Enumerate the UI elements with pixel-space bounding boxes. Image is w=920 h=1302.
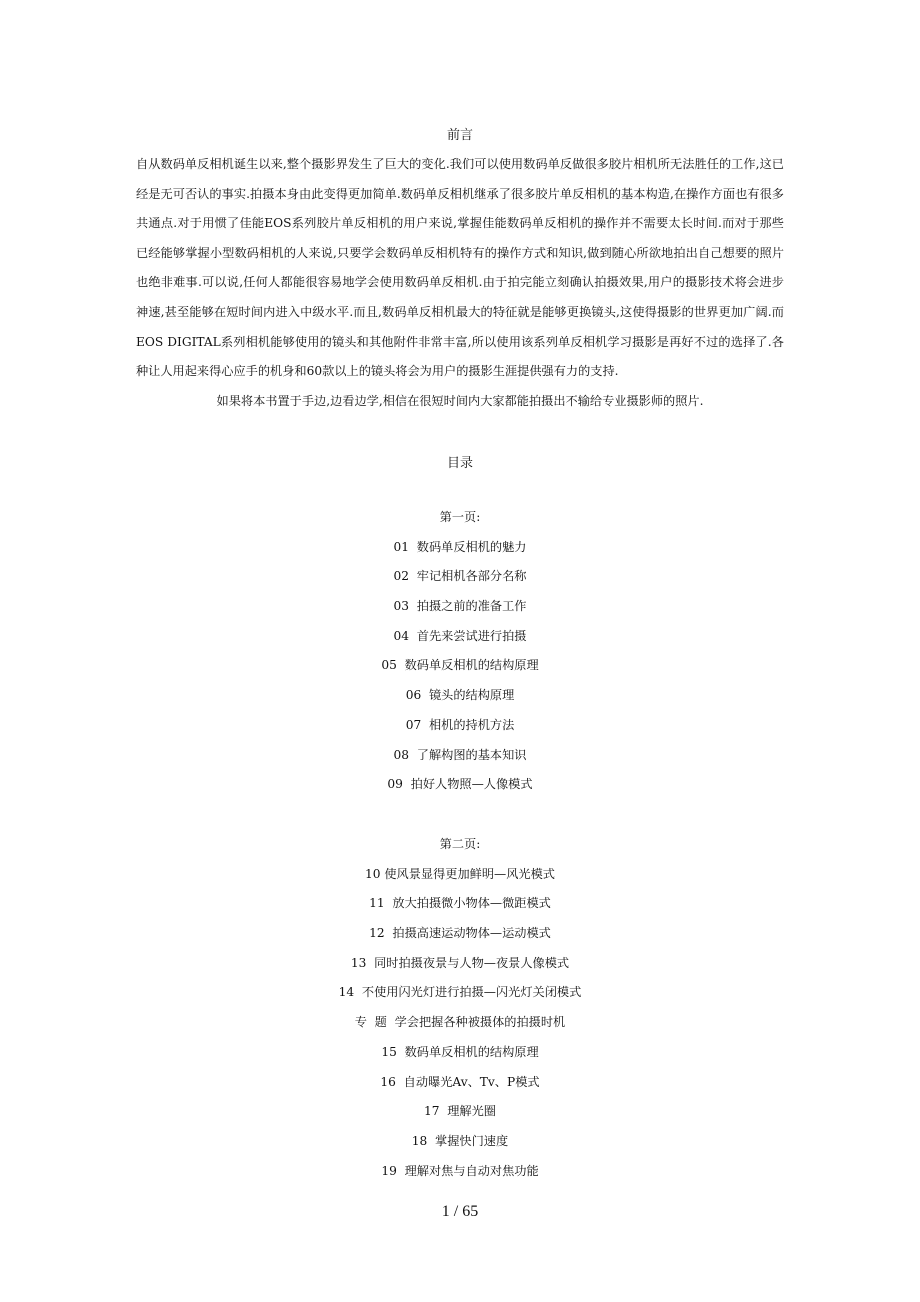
toc-item: 03 拍摄之前的准备工作 xyxy=(393,599,527,614)
preface-body xyxy=(136,150,784,416)
preface-closing-paragraph: 如果将本书置于手边,边看边学,相信在很短时间内大家都能拍摄出不输给专业摄影师的照片. xyxy=(216,393,704,408)
toc-item: 04 首先来尝试进行拍摄 xyxy=(393,628,527,643)
toc-item: 07 相机的持机方法 xyxy=(405,717,515,732)
toc-section-title: 第一页: xyxy=(439,510,481,524)
toc-item: 05 数码单反相机的结构原理 xyxy=(381,658,539,673)
page-number: 1 / 65 xyxy=(441,1203,479,1220)
preface-paragraph: 自从数码单反相机诞生以来,整个摄影界发生了巨大的变化.我们可以使用数码单反做很多胶片相机所无法胜任的工作,这已经是无可否认的事实.拍摄本身由此变得更加简单.数码单反相机继承了很多胶片单反相机的基本构造,在操作方面也有很多共通点.对于用惯了佳能EOS系列胶片单反相机的用户来说,掌握佳能数码单反相机的操作并不需要太长时间.而对于那些已经能够掌握小型数码相机的人来说,只要学会数码单反相机特有的操作方式和知识,做到随心所欲地拍出自己想要的照片也绝非难事.可以说,任何人都能很容易地学会使用数码单反相机.由于拍完能立刻确认拍摄效果,用户的摄影技术将会进步神速,甚至能够在短时间内进入中级水平.而且,数码单反相机最大的特征就是能够更换镜头,这使得摄影的世界更加广阔.而EOS DIGITAL系列相机能够使用的镜头和其他附件非常丰富,所以使用该系列单反相机学习摄影是再好不过的选择了.各种让人用起来得心应手的机身和60款以上的镜头将会为用户的摄影生涯提供强有力的支持. xyxy=(136,157,784,379)
toc-item: 14 不使用闪光灯进行拍摄—闪光灯关闭模式 xyxy=(338,985,582,1000)
toc-item: 02 牢记相机各部分名称 xyxy=(393,569,527,584)
toc-item: 19 理解对焦与自动对焦功能 xyxy=(381,1163,539,1178)
toc-item: 13 同时拍摄夜景与人物—夜景人像模式 xyxy=(350,955,570,970)
toc-section-title: 第二页: xyxy=(439,837,481,851)
toc-title: 目录 xyxy=(446,456,473,471)
toc-section-2 xyxy=(0,830,920,1186)
toc-item: 09 拍好人物照—人像模式 xyxy=(387,777,533,792)
preface-title: 前言 xyxy=(446,128,473,143)
toc-section-1 xyxy=(0,503,920,800)
toc-item: 01 数码单反相机的魅力 xyxy=(393,539,527,554)
toc-item: 11 放大拍摄微小物体—微距模式 xyxy=(369,896,551,911)
toc-item: 10 使风景显得更加鲜明—风光模式 xyxy=(364,866,555,881)
toc-item: 18 掌握快门速度 xyxy=(411,1133,509,1148)
toc-item: 15 数码单反相机的结构原理 xyxy=(381,1044,539,1059)
toc-item: 16 自动曝光Av、Tv、P模式 xyxy=(380,1074,540,1089)
toc-item: 06 镜头的结构原理 xyxy=(405,688,515,703)
toc-item: 17 理解光圈 xyxy=(423,1104,496,1119)
toc-item: 12 拍摄高速运动物体—运动模式 xyxy=(369,926,551,941)
toc-item: 08 了解构图的基本知识 xyxy=(393,747,527,762)
toc-item: 专 题 学会把握各种被摄体的拍摄时机 xyxy=(354,1015,566,1030)
